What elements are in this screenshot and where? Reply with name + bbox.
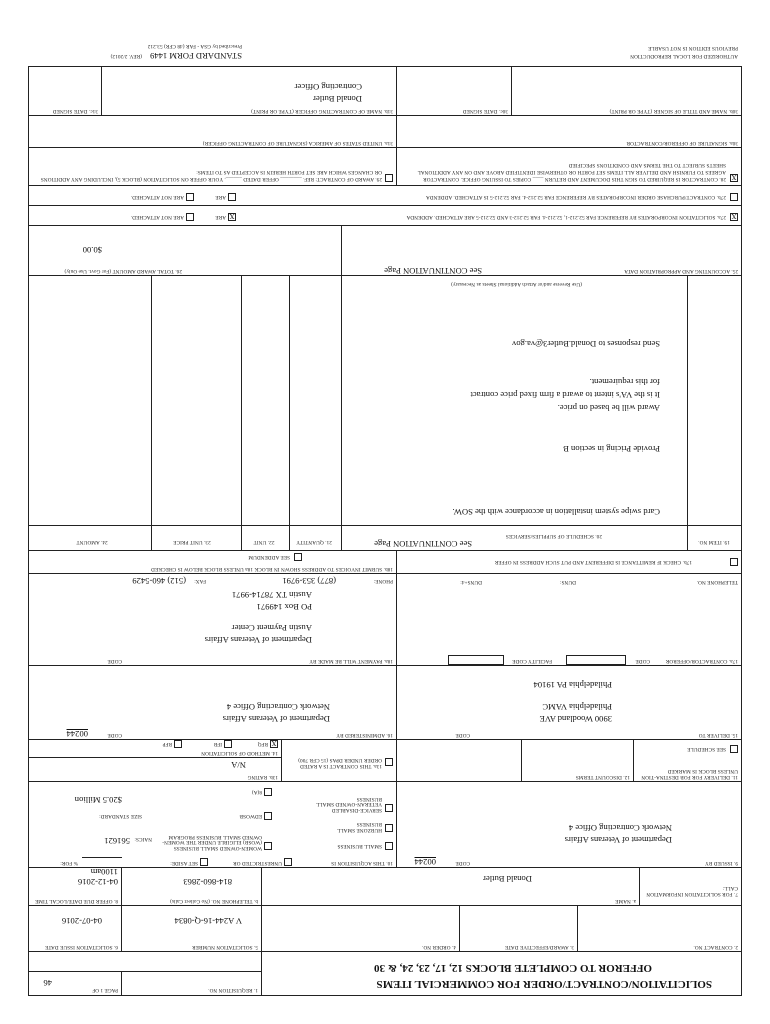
remittance-label: 17b. CHECK IF REMITTANCE IS DIFFERENT AND PUT SUCH ADDRESS IN OFFER	[494, 559, 692, 565]
see-schedule-checkbox[interactable]	[730, 745, 738, 753]
see-schedule-label: SEE SCHEDULE	[687, 746, 726, 752]
admin-code: 00244	[66, 729, 88, 739]
payment-line2: Austin Payment Center	[231, 623, 312, 633]
method-label: 14. METHOD OF SOLICITATION	[201, 750, 278, 756]
divider	[639, 868, 640, 906]
27b-are-checkbox[interactable]	[228, 193, 236, 201]
issued-by-label: 9. ISSUED BY	[704, 860, 738, 866]
8a-label: 8(A)	[251, 789, 262, 795]
phone-label-18: PHONE:	[373, 578, 393, 584]
rfp-label: RFP	[162, 741, 172, 747]
divider	[261, 906, 262, 952]
unrestricted-checkbox[interactable]	[284, 858, 292, 866]
duns-label: DUNS:	[559, 579, 576, 585]
phone-label: b. TELEPHONE NO. (No Collect Calls)	[170, 898, 258, 904]
payment-code-label: CODE	[107, 658, 122, 664]
payment-fax: (512) 460-5429	[132, 576, 186, 586]
duns4-label: DUNS+4:	[460, 579, 482, 585]
issue-date: 04-07-2016	[61, 916, 102, 926]
continuation-link[interactable]: See CONTINUATION Page	[374, 539, 472, 549]
remittance-checkbox[interactable]	[730, 558, 738, 566]
description-line-3: Award will be based on price.	[557, 403, 660, 413]
divider	[687, 276, 688, 551]
divider	[121, 972, 122, 996]
rfq-checkbox[interactable]: X	[271, 739, 277, 748]
deliver-address-1: 3900 Woodland AVE	[539, 714, 612, 724]
footer-authorized: AUTHORIZED FOR LOCAL REPRODUCTION	[630, 53, 738, 59]
27b-are-not-label: ARE NOT ATTACHED.	[130, 194, 184, 200]
supplies-label: 20. SCHEDULE OF SUPPLIES/SERVICES	[505, 533, 602, 539]
discount-terms-label: 12. DISCOUNT TERMS	[575, 774, 630, 780]
rated-order-checkbox[interactable]	[385, 758, 393, 766]
divider	[121, 906, 122, 952]
award-date-label: 3. AWARD/EFFECTIVE DATE	[504, 944, 574, 950]
co-title: Contracting Officer	[294, 82, 362, 92]
deliver-address-2: Philadelphia VAMC	[542, 702, 612, 712]
divider	[28, 665, 742, 666]
divider	[396, 66, 397, 186]
sf1449-form	[28, 40, 742, 996]
27b-checkbox[interactable]	[730, 193, 738, 201]
27b-are-label: ARE	[215, 194, 226, 200]
size-standard-label: SIZE STANDARD:	[99, 813, 142, 819]
ifb-label: IFB	[213, 741, 222, 747]
edwosb-checkbox[interactable]	[264, 812, 272, 820]
divider	[28, 185, 742, 186]
accounting-continuation[interactable]: See CONTINUATION Page	[384, 266, 482, 276]
unit-label: 22. UNIT	[253, 539, 275, 545]
total-award-amount: $0.00	[82, 245, 102, 255]
divider	[28, 525, 742, 526]
sdvosb-checkbox[interactable]	[385, 804, 393, 812]
co-date-label: 31c. DATE SIGNED	[52, 108, 98, 114]
divider	[28, 781, 742, 782]
28-text: 28. CONTRACTOR IS REQUIRED TO SIGN THIS DOCUMENT AND RETURN ____ COPIES TO ISSUING OFFICE. CONTRACTOR AGREES TO FURNISH AND DELIVER ALL ITEMS SET FORTH OR OTHERWISE IDENTIFIED ABOVE AND ON ANY ADDITIONAL SHEETS SUBJECT TO THE TERMS AND CONDITIONS SPECIFIED	[417, 162, 726, 182]
footer-form-name: STANDARD FORM 1449	[150, 51, 242, 61]
offer-due-date: 04-12-2016	[77, 877, 118, 887]
set-aside-label: SET ASIDE:	[170, 860, 198, 866]
facility-code-field[interactable]	[448, 655, 504, 665]
size-standard: $20.5 Million	[74, 795, 122, 805]
page-of-label: PAGE 1 OF	[92, 987, 118, 993]
8a-checkbox[interactable]	[264, 788, 272, 796]
rating-label: 13b. RATING	[247, 774, 278, 780]
contractor-label: 17a. CONTRACTOR/OFFEROR	[665, 658, 738, 664]
divider	[511, 66, 512, 116]
divider	[341, 226, 342, 276]
facility-code-label: FACILITY CODE	[512, 658, 552, 664]
solicitation-no-label: 5. SOLICITATION NUMBER	[192, 944, 258, 950]
telephone-label: TELEPHONE NO.	[696, 579, 738, 585]
wosb-checkbox[interactable]	[264, 842, 272, 850]
solicitation-no: V A244-16-Q-0834	[174, 916, 242, 926]
small-business-checkbox[interactable]	[385, 842, 393, 850]
administered-by-line1: Department of Veterans Affairs	[222, 714, 330, 724]
divider	[396, 551, 397, 666]
usa-signature-label: 31a. UNITED STATES OF AMERICA (SIGNATURE OF CONTRACTING OFFICER)	[202, 140, 393, 146]
divider	[396, 740, 397, 782]
contact-phone: 814-860-2863	[183, 877, 232, 887]
form-title: SOLICITATION/CONTRACT/ORDER FOR COMMERCIAL ITEMS	[376, 978, 712, 990]
small-business-label: SMALL BUSINESS	[337, 843, 382, 849]
percent-blank	[82, 857, 122, 858]
27b-text: 27b. CONTRACT/PURCHASE ORDER INCORPORATES BY REFERENCE FAR 52.212-4. FAR 52.212-5 IS ATTACHED. ADDENDA	[425, 194, 726, 200]
contract-no-label: 2. CONTRACT NO.	[693, 944, 738, 950]
description-line-6: Send responses to Donald.Butler3@va.gov	[511, 339, 660, 349]
payment-line4: Austin TX 78714-9971	[231, 590, 312, 600]
name-label: a. NAME	[615, 898, 636, 904]
deliver-code-label: CODE	[455, 732, 470, 738]
divider	[261, 952, 262, 996]
issue-date-label: 6. SOLICITATION ISSUE DATE	[44, 944, 118, 950]
divider	[341, 276, 342, 551]
administered-by-line2: Network Contracting Office 4	[226, 702, 330, 712]
29-checkbox[interactable]	[385, 174, 393, 182]
divider	[28, 205, 742, 206]
sdvosb-label: SERVICE-DISABLED VETERAN-OWNED SMALL BUSINESS	[316, 795, 382, 813]
offeror-signature-label: 30a. SIGNATURE OF OFFEROR/CONTRACTOR	[626, 140, 738, 146]
29-text: 29. AWARD OF CONTRACT: REF. ________ OFFER DATED ______. YOUR OFFER ON SOLICITATION (BLOCK 5), INCLUDING ANY ADDITIONS OR CHANGES WHICH ARE SET FORTH HEREIN IS ACCEPTED AS TO ITEMS:	[40, 169, 382, 182]
divider	[281, 740, 282, 782]
contractor-code-field[interactable]	[566, 655, 626, 665]
divider	[28, 757, 282, 758]
divider	[28, 115, 742, 116]
requisition-no-label: 1. REQUISITION NO.	[208, 987, 258, 993]
payment-by-label: 18a. PAYMENT WILL BE MADE BY	[309, 658, 393, 664]
divider	[28, 739, 742, 740]
divider	[101, 66, 102, 116]
27b-are-not-checkbox[interactable]	[186, 193, 194, 201]
description-line-2: Provide Pricing in section B	[563, 444, 660, 454]
issued-code: 00244	[414, 857, 436, 867]
divider	[396, 782, 397, 868]
issued-by-line2: Network Contracting Office 4	[568, 823, 672, 833]
divider	[28, 225, 742, 226]
issued-by-line1: Department of Veterans Affairs	[564, 835, 672, 845]
fax-label: FAX:	[194, 578, 206, 584]
ifb-checkbox[interactable]	[224, 740, 232, 748]
divider	[28, 550, 742, 551]
wosb-label: WOMEN-OWNED SMALL BUSINESS (WOSB) ELIGIBLE UNDER THE WOMEN-OWNED SMALL BUSINESS PROGRAM	[162, 833, 262, 851]
divider	[289, 276, 290, 551]
deliver-to-label: 15. DELIVER TO	[698, 732, 738, 738]
divider	[521, 740, 522, 782]
divider	[28, 905, 742, 906]
footer-prescribed: Prescribed by GSA - FAR (48 CFR) 53.212	[147, 43, 242, 49]
co-name-label: 31b. NAME OF CONTRACTING OFFICER (TYPE OR PRINT)	[251, 108, 393, 114]
divider	[28, 147, 742, 148]
27a-are-checkbox[interactable]: X	[229, 212, 235, 221]
27a-are-label: ARE	[215, 214, 226, 220]
offer-due-time: 1100am	[90, 867, 118, 877]
total-award-label: 26. TOTAL AWARD AMOUNT (For Govt. Use Only)	[64, 268, 182, 274]
amount-label: 24. AMOUNT	[76, 539, 108, 545]
divider	[151, 276, 152, 551]
order-no-label: 4. ORDER NO.	[421, 944, 456, 950]
form-subtitle: OFFEROR TO COMPLETE BLOCKS 12, 17, 23, 24, & 30	[374, 962, 652, 974]
submit-invoices-label: 18b. SUBMIT INVOICES TO ADDRESS SHOWN IN BLOCK 18a UNLESS BLOCK BELOW IS CHECKED	[151, 566, 393, 572]
administered-by-label: 16. ADMINISTERED BY	[336, 732, 393, 738]
payment-phone: (877) 353-9791	[282, 576, 336, 586]
offer-due-label: 8. OFFER DUE DATE/LOCAL TIME	[34, 898, 118, 904]
reverse-note: (Use Reverse and/or Attach Additional Sheets as Necessary)	[451, 281, 582, 287]
naics-label: NAICS:	[134, 836, 152, 842]
28-checkbox[interactable]: X	[731, 173, 737, 182]
info-call-label: 7. FOR SOLICITATION INFORMATION CALL:	[646, 885, 738, 897]
contact-name: Donald Butler	[483, 874, 532, 884]
quantity-label: 21. QUANTITY	[296, 539, 332, 545]
divider	[28, 971, 262, 972]
offeror-name-label: 30b. NAME AND TITLE OF SIGNER (TYPE OR PRINT)	[609, 108, 738, 114]
rating-value: N/A	[231, 760, 246, 770]
rfq-label: RFQ	[257, 741, 268, 747]
hubzone-checkbox[interactable]	[385, 824, 393, 832]
divider	[396, 666, 397, 740]
item-no-label: 19. ITEM NO.	[698, 539, 730, 545]
hubzone-label: HUBZONE SMALL BUSINESS	[337, 821, 382, 833]
accounting-label: 25. ACCOUNTING AND APPROPRIATION DATA	[624, 268, 738, 274]
divider	[121, 868, 122, 906]
divider	[459, 906, 460, 952]
unrestricted-label: UNRESTRICTED OR	[233, 860, 282, 866]
divider	[28, 867, 742, 868]
admin-code-label: CODE	[107, 732, 122, 738]
see-addendum-checkbox[interactable]	[294, 553, 302, 561]
divider	[633, 740, 634, 782]
rfp-checkbox[interactable]	[174, 740, 182, 748]
unit-price-label: 23. UNIT PRICE	[173, 539, 211, 545]
divider	[261, 868, 262, 906]
acquisition-label: 10. THIS ACQUISITION IS	[331, 860, 393, 866]
delivery-fob-label: 11. DELIVERY FOR FOB DESTINA-TION UNLESS BLOCK IS MARKED	[641, 768, 738, 780]
rated-order-label: 13a. THIS CONTRACT IS A RATED ORDER UNDER DPAS (15 CFR 700)	[298, 757, 382, 769]
description-line-4: It is the VA's intent to award a firm fixed price contract	[470, 390, 660, 400]
27a-are-not-checkbox[interactable]	[186, 213, 194, 221]
naics-code: 561621	[104, 836, 130, 846]
co-name: Donald Butler	[313, 94, 362, 104]
divider	[577, 906, 578, 952]
description-line-5: for this requirement.	[589, 377, 660, 387]
27a-are-not-label: ARE NOT ATTACHED.	[130, 214, 184, 220]
27a-text: 27a. SOLICITATION INCORPORATES BY REFERENCE FAR 52.212-1, 52.212-4. FAR 52.212-3 AND 52.212-5 ARE ATTACHED. ADDENDA	[406, 214, 726, 220]
divider	[241, 276, 242, 551]
divider	[28, 573, 742, 574]
footer-revision: (REV. 2/2012)	[110, 53, 142, 59]
set-aside-checkbox[interactable]	[200, 858, 208, 866]
contractor-code-label: CODE	[635, 658, 650, 664]
27a-checkbox[interactable]: X	[731, 212, 737, 221]
deliver-address-3: Philadelphia PA 19104	[533, 680, 612, 690]
edwosb-label: EDWOSB	[239, 813, 262, 819]
divider	[28, 951, 742, 952]
percent-for-label: % FOR:	[60, 860, 78, 866]
page-total: 46	[43, 978, 52, 988]
offeror-date-label: 30c. DATE SIGNED	[462, 108, 508, 114]
footer-previous-edition: PREVIOUS EDITION IS NOT USABLE	[648, 45, 738, 51]
description-line-1: Card swipe system installation in accordance with the SOW.	[452, 507, 660, 517]
payment-line1: Department of Veterans Affairs	[204, 635, 312, 645]
see-addendum-label: SEE ADDENDUM	[248, 554, 290, 560]
payment-line3: PO Box 149971	[256, 602, 312, 612]
issued-code-label: CODE	[455, 860, 470, 866]
